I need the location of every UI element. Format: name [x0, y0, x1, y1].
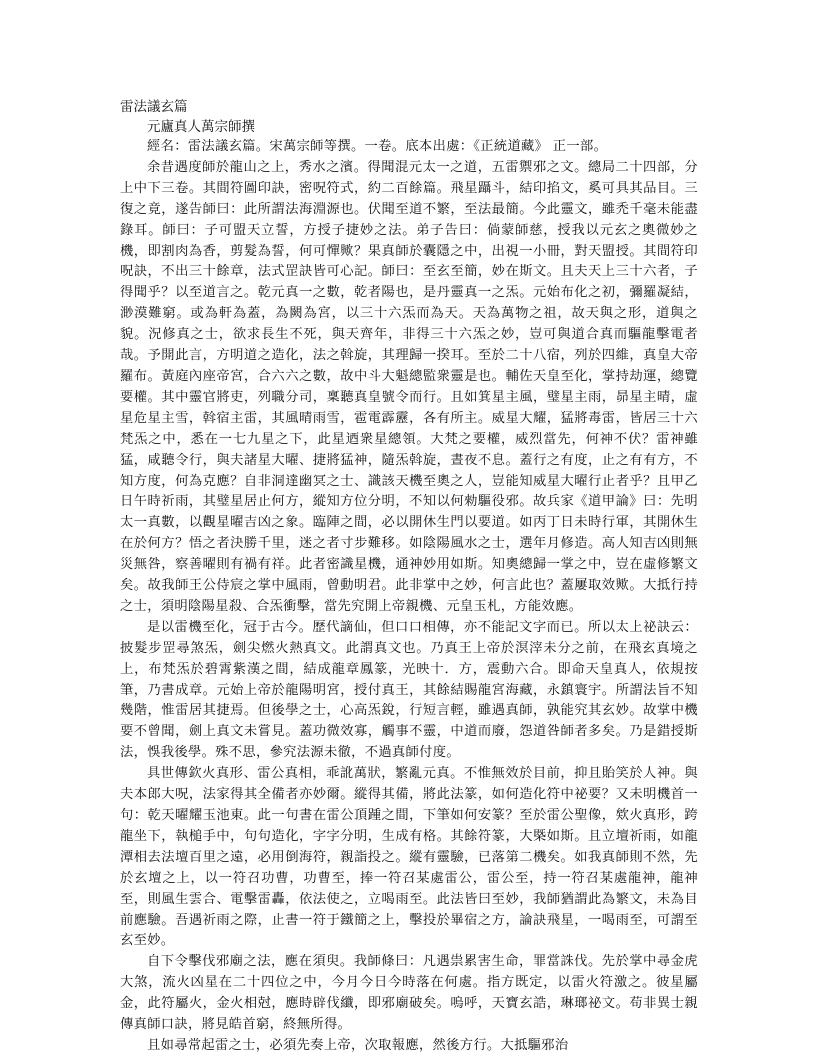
body-paragraph: 且如尋常起雷之士，必須先奏上帝，次取報應，然後方行。大抵驅邪治	[147, 1037, 569, 1053]
scripture-info-paragraph: 經名：雷法議玄篇。宋萬宗師等撰。一卷。底本出處：《正統道藏》 正一部。	[147, 139, 608, 154]
body-paragraph: 具世傳欽火真形、雷公真相，乖訛萬狀，繁亂元真。不惟無效於目前，抑且貽笑於人神。與夫本郎大呪，法家得其全備者亦妙爾。縱得其備，將此法篆，如何造化符中祕要？又未明機首一句：乾天曜耀玉池東。此一句書在雷公頂踵之間，下筆如何安篆？至於雷公聖像，欸火真形，跨龍坐下，執槌手中，句句造化，字字分明，生成有格。其餘符篆，大槩如斯。且立壇祈雨，如龍潭相去法壇百里之遠，必用倒海符，親詣投之。縱有靈驗，已落第二機矣。如我真師則不然，先於玄壇之上，以一符召功曹，功曹至，捧一符召某處雷公，雷公至，持一符召某處龍神，龍神至，則風生雲合、電擊雷轟，依法使之，立喝雨至。此法皆曰至妙，我師猶謂此為繁文，未為目前應驗。吾遇祈雨之際，止書一符于鐵簡之上，擊投於畢宿之方，論訣飛星，一喝雨至，可謂至玄至妙。	[120, 766, 698, 949]
document-title: 雷法議玄篇	[120, 99, 188, 115]
document-author: 元廬真人萬宗師撰	[147, 119, 255, 135]
document-page	[120, 97, 698, 1057]
body-paragraph: 是以雷機至化，冠于古今。歷代謫仙，但口口相傳，亦不能記文字而已。所以太上祕訣云：披髮步罡尋煞炁，劍尖燃火熱真文。此謂真文也。乃真王上帝於溟滓未分之前，在飛玄真境之上，布梵炁於碧霄紫漢之間，結成龍章鳳篆，光映十．方，震動六合。即命天皇真人，依規按筆，乃書成章。元始上帝於龍陽明宮，授付真王，其餘結賜龍宮海藏，永鎮寰宇。所謂法旨不知幾階，惟雷居其捷焉。但後學之士，心高炁銳，行短言輕，雖遇真師，孰能究其玄妙。故掌中機要不曾聞，劍上真文未嘗見。蓋功微效寡，觸事不靈，中道而廢，怨道咎師者多矣。乃是錯授斯法，悞我後學。殊不思，參究法源未徹，不過真師付度。	[120, 619, 698, 761]
body-paragraph: 自下令擊伐邪廟之法，應在須臾。我師條曰：凡遇祟累害生命，罪當誅伐。先於掌中尋金虎大煞，流火凶星在二十四位之中，今月今日今時落在何處。指方既定，以雷火符激之。彼星屬金，此符屬火，金火相尅，應時辟伐纖，即邪廟破矣。嗚呼，天寶玄誥，琳瑯祕文。苟非異士親傳真師口訣，將見皓首窮，終無所得。	[120, 954, 698, 1033]
body-paragraph: 余昔遇度師於龍山之上，秀水之濱。得聞混元太一之道，五雷禦邪之文。總局二十四部，分上中下三卷。其間符圖印訣，密呪符式，約二百餘篇。飛星躡斗，結印掐文，奚可具其品目。三復之竟，遂告師曰：此所謂法海淵源也。伏聞至道不繁，至法最簡。今此靈文，雖禿千毫未能盡錄耳。師曰：子可盟天立誓，方授子捷妙之法。弟子告曰：倘蒙師慈，授我以元玄之奧微妙之機，即割肉為香，剪髮為誓，何可憚歟？果真師於囊隱之中，出視一小冊，對天盟授。其間符印呪訣，不出三十餘章，法式罡訣皆可心記。師曰：至玄至簡，妙在斯文。且夫天上三十六者，子得聞乎？以至道言之。乾元真一之數，乾者陽也，是丹靈真一之炁。元始布化之初，彌羅凝結，渺漠難窮。或為軒為蓋，為闕為宮，以三十六炁而為天。天為萬物之祖，故天與之形，道與之貌。況修真之士，欲求長生不死，與天齊年，非得三十六炁之妙，豈可與道合真而驅龍擊電者哉。予開此言，方明道之造化，法之斡旋，其理歸一揆耳。至於二十八宿，列於四維，真皇大帝羅布。黃庭內座帝宮，合六六之數，故中斗大魁總監衆靈是也。輔佐天皇至化，掌持劫運，總覽要權。其中靈官將吏，列職分司，稟聽真皇號令而行。且如箕星主風，璧星主雨，昴星主晴，虛星危星主雪，斡宿主雷，其風晴雨雪，雹電霹靂，各有所主。威星大耀，猛將毒雷，皆居三十六梵炁之中，悉在一七九星之下，此星迺衆星總領。大梵之要權，威烈當先，何神不伏？雷神雖猛，咸聽令行，與夫諸星大曜、捷將猛神，隨炁斡旋，晝夜不息。蓋行之有度，止之有有方，不知方度，何為克應？自非洞達幽冥之士、識該天機至奧之人，豈能知威星大曜行止者乎？且甲乙日午時祈雨，其璧星居止何方，縱知方位分明，不知以何勑驅役邪。故兵家《道甲論》曰：先明太一真數，以觀星曜吉凶之象。臨陣之間，必以開休生門以要道。如丙丁日未時行軍，其開休生在於何方？悟之者決勝千里，迷之者寸步難移。如陰陽風水之士，選年月修造。高人知吉凶則無災無咎，察善曜則有禍有祥。此者密識星機，通神妙用如斯。知奧總歸一掌之中，豈在虛修繁文矣。故我師王公侍宸之掌中風雨，曾動明君。此非掌中之妙，何言此也？蓋屢取效歟。大抵行持之士，須明陰陽星殺、合炁衝擊，當先究開上帝親機、元皇玉札，方能效應。	[120, 159, 698, 614]
